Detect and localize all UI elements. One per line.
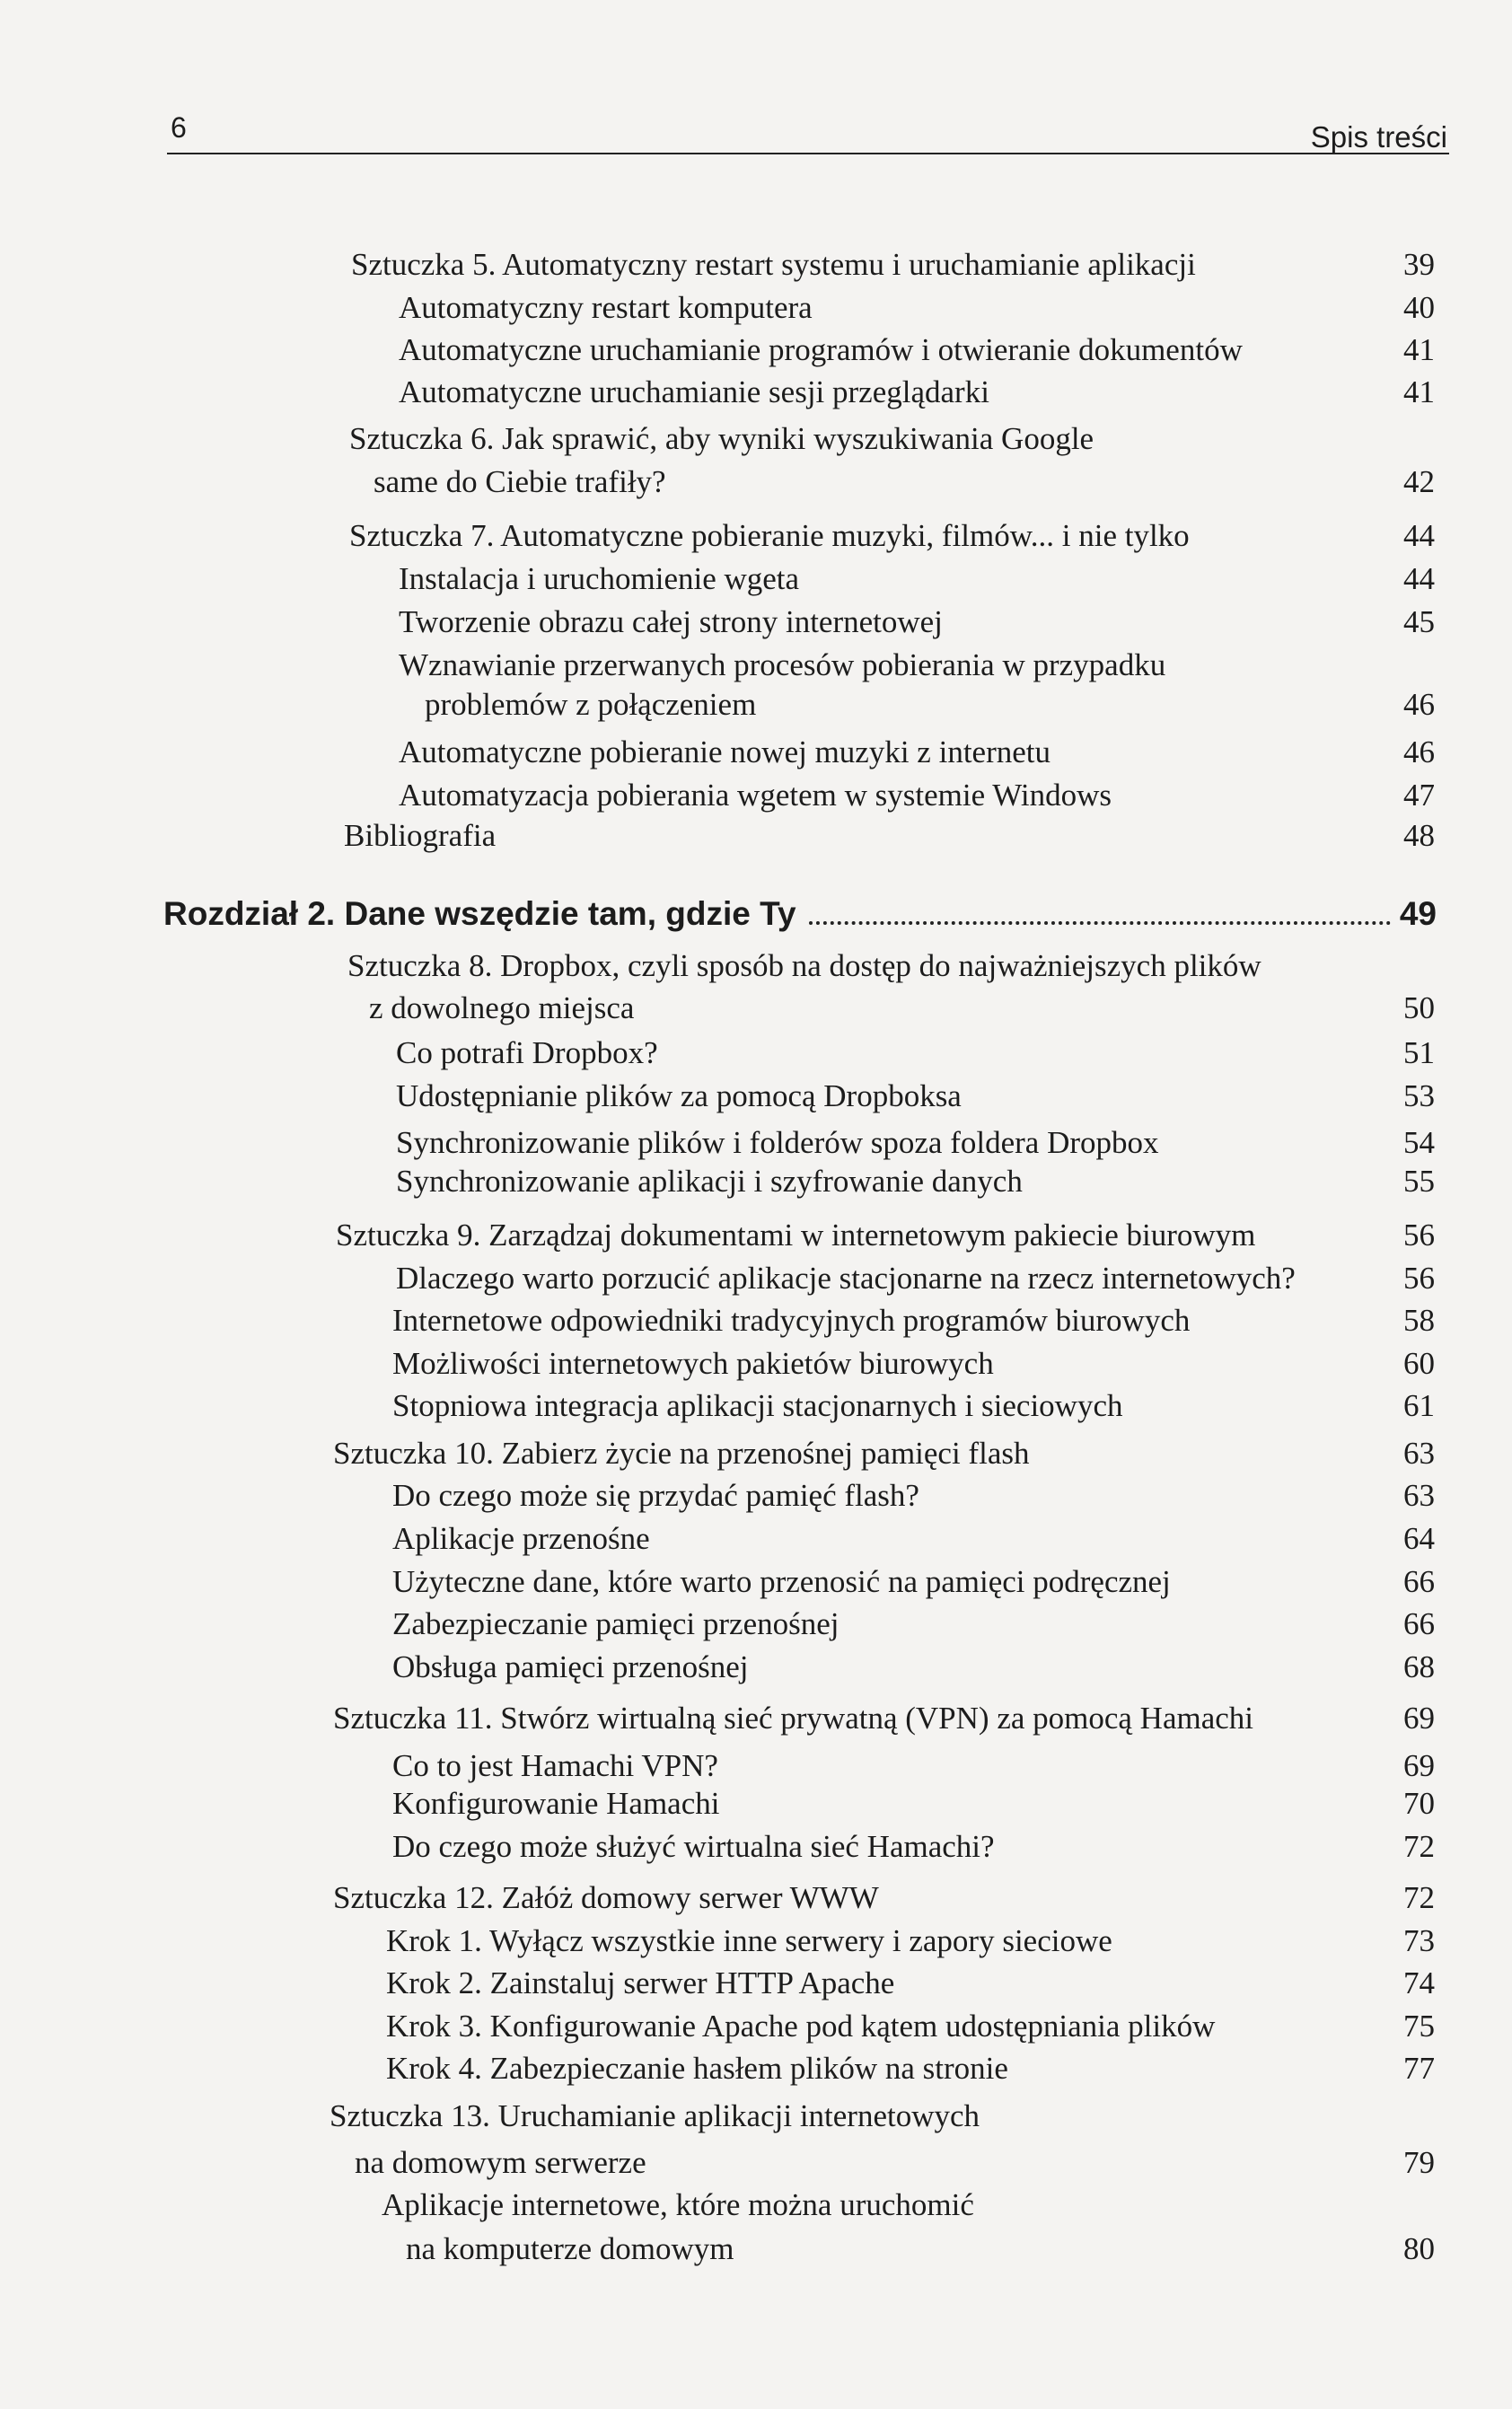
toc-entry-title: Krok 1. Wyłącz wszystkie inne serwery i zapory sieciowe: [386, 1923, 1112, 1958]
toc-entry-page: 50: [1403, 990, 1435, 1025]
toc-entry-title: Sztuczka 5. Automatyczny restart systemu i uruchamianie aplikacji: [351, 247, 1196, 282]
toc-entry-page: 42: [1403, 464, 1435, 499]
toc-entry-title: Krok 2. Zainstaluj serwer HTTP Apache: [386, 1965, 895, 2000]
toc-entry-page: 75: [1403, 2009, 1435, 2044]
toc-entry-page: 69: [1403, 1748, 1435, 1783]
chapter-page: 49: [1399, 895, 1437, 932]
toc-entry-title: Wznawianie przerwanych procesów pobierania w przypadku: [399, 647, 1166, 682]
toc-entry-title: Automatyczne uruchamianie sesji przeglądarki: [399, 374, 989, 409]
toc-entry-page: 44: [1403, 518, 1435, 553]
toc-entry-page: 46: [1403, 734, 1435, 769]
toc-entry-title: Sztuczka 13. Uruchamianie aplikacji internetowych: [330, 2098, 980, 2133]
toc-entry-title: na komputerze domowym: [406, 2231, 734, 2266]
toc-entry-page: 41: [1403, 332, 1435, 367]
toc-entry-page: 64: [1403, 1521, 1435, 1556]
toc-entry-title: Automatyzacja pobierania wgetem w systemie Windows: [399, 778, 1112, 813]
toc-entry-page: 66: [1403, 1606, 1435, 1641]
toc-entry-page: 56: [1403, 1218, 1435, 1253]
toc-entry-title: Udostępnianie plików za pomocą Dropboksa: [396, 1078, 962, 1113]
toc-entry-page: 66: [1403, 1564, 1435, 1599]
toc-entry-title: problemów z połączeniem: [425, 687, 757, 722]
toc-entry-page: 56: [1403, 1261, 1435, 1296]
toc-entry-title: Obsługa pamięci przenośnej: [392, 1649, 749, 1684]
toc-entry-title: Synchronizowanie aplikacji i szyfrowanie danych: [396, 1164, 1023, 1199]
toc-entry-page: 53: [1403, 1078, 1435, 1113]
toc-entry-title: Bibliografia: [344, 818, 497, 853]
toc-entry-title: Sztuczka 7. Automatyczne pobieranie muzyki, filmów... i nie tylko: [349, 518, 1190, 553]
running-title: Spis treści: [1310, 120, 1447, 154]
toc-entry-title: Instalacja i uruchomienie wgeta: [399, 561, 800, 596]
toc-entry-title: Automatyczny restart komputera: [399, 290, 813, 325]
toc-entry-page: 51: [1403, 1035, 1435, 1070]
toc-entry-page: 40: [1403, 290, 1435, 325]
toc-entry-title: Użyteczne dane, które warto przenosić na pamięci podręcznej: [392, 1564, 1171, 1599]
toc-entry-page: 63: [1403, 1478, 1435, 1513]
toc-entry-page: 69: [1403, 1701, 1435, 1736]
toc-entry-title: Automatyczne pobieranie nowej muzyki z internetu: [399, 734, 1050, 769]
toc-entry-title: Automatyczne uruchamianie programów i otwieranie dokumentów: [399, 332, 1243, 367]
toc-entry-page: 80: [1403, 2231, 1435, 2266]
toc-entry-page: 63: [1403, 1436, 1435, 1471]
toc-entry-title: Do czego może służyć wirtualna sieć Hamachi?: [392, 1829, 995, 1864]
toc-entry-page: 41: [1403, 374, 1435, 409]
toc-entry-title: Sztuczka 6. Jak sprawić, aby wyniki wyszukiwania Google: [349, 421, 1094, 456]
toc-entry-title: Stopniowa integracja aplikacji stacjonarnych i sieciowych: [392, 1388, 1123, 1423]
toc-entry-page: 79: [1403, 2145, 1435, 2180]
chapter-title: Rozdział 2. Dane wszędzie tam, gdzie Ty: [163, 895, 796, 932]
toc-entry-title: Aplikacje przenośne: [392, 1521, 650, 1556]
toc-entry-title: Co to jest Hamachi VPN?: [392, 1748, 718, 1783]
page-number: 6: [171, 111, 187, 144]
toc-entry-title: Internetowe odpowiedniki tradycyjnych programów biurowych: [392, 1303, 1191, 1338]
toc-entry-title: Sztuczka 8. Dropbox, czyli sposób na dostęp do najważniejszych plików: [347, 948, 1261, 983]
toc-entry-title: Krok 3. Konfigurowanie Apache pod kątem udostępniania plików: [386, 2009, 1216, 2044]
toc-entry-page: 48: [1403, 818, 1435, 853]
toc-entry-page: 47: [1403, 778, 1435, 813]
toc-entry-title: Sztuczka 11. Stwórz wirtualną sieć prywatną (VPN) za pomocą Hamachi: [333, 1701, 1254, 1736]
toc-entry-title: Krok 4. Zabezpieczanie hasłem plików na stronie: [386, 2051, 1008, 2086]
chapter-heading: [163, 893, 1437, 935]
toc-entry-page: 68: [1403, 1649, 1435, 1684]
toc-entry-page: 44: [1403, 561, 1435, 596]
toc-entry-page: 61: [1403, 1388, 1435, 1423]
toc-entry-page: 72: [1403, 1829, 1435, 1864]
toc-entry-title: Sztuczka 10. Zabierz życie na przenośnej pamięci flash: [333, 1436, 1030, 1471]
toc-entry-page: 72: [1403, 1880, 1435, 1915]
toc-entry-title: Tworzenie obrazu całej strony internetowej: [399, 604, 943, 639]
toc-entry-page: 74: [1403, 1965, 1435, 2000]
toc-entry-page: 55: [1403, 1164, 1435, 1199]
toc-entry-title: z dowolnego miejsca: [369, 990, 635, 1025]
toc-entry-title: Konfigurowanie Hamachi: [392, 1786, 720, 1821]
toc-entry-title: Dlaczego warto porzucić aplikacje stacjonarne na rzecz internetowych?: [396, 1261, 1296, 1296]
toc-entry-title: Synchronizowanie plików i folderów spoza foldera Dropbox: [396, 1125, 1159, 1160]
toc-entry-page: 73: [1403, 1923, 1435, 1958]
toc-entry-title: Sztuczka 9. Zarządzaj dokumentami w internetowym pakiecie biurowym: [336, 1218, 1256, 1253]
toc-entry-page: 45: [1403, 604, 1435, 639]
toc-entry-title: Aplikacje internetowe, które można uruchomić: [382, 2187, 974, 2222]
toc-entry-page: 54: [1403, 1125, 1435, 1160]
toc-entry-page: 77: [1403, 2051, 1435, 2086]
toc-entry-page: 60: [1403, 1346, 1435, 1381]
toc-entry-page: 46: [1403, 687, 1435, 722]
toc-entry-title: same do Ciebie trafiły?: [374, 464, 666, 499]
toc-entry-title: Do czego może się przydać pamięć flash?: [392, 1478, 919, 1513]
toc-entry-title: Możliwości internetowych pakietów biurowych: [392, 1346, 994, 1381]
toc-entry-page: 39: [1403, 247, 1435, 282]
toc-entry-page: 70: [1403, 1786, 1435, 1821]
toc-entry-title: Co potrafi Dropbox?: [396, 1035, 658, 1070]
toc-entry-title: Zabezpieczanie pamięci przenośnej: [392, 1606, 840, 1641]
toc-entry-page: 58: [1403, 1303, 1435, 1338]
dot-leader: [809, 921, 1391, 925]
toc-entry-title: Sztuczka 12. Załóż domowy serwer WWW: [333, 1880, 879, 1915]
toc-entry-title: na domowym serwerze: [355, 2145, 646, 2180]
